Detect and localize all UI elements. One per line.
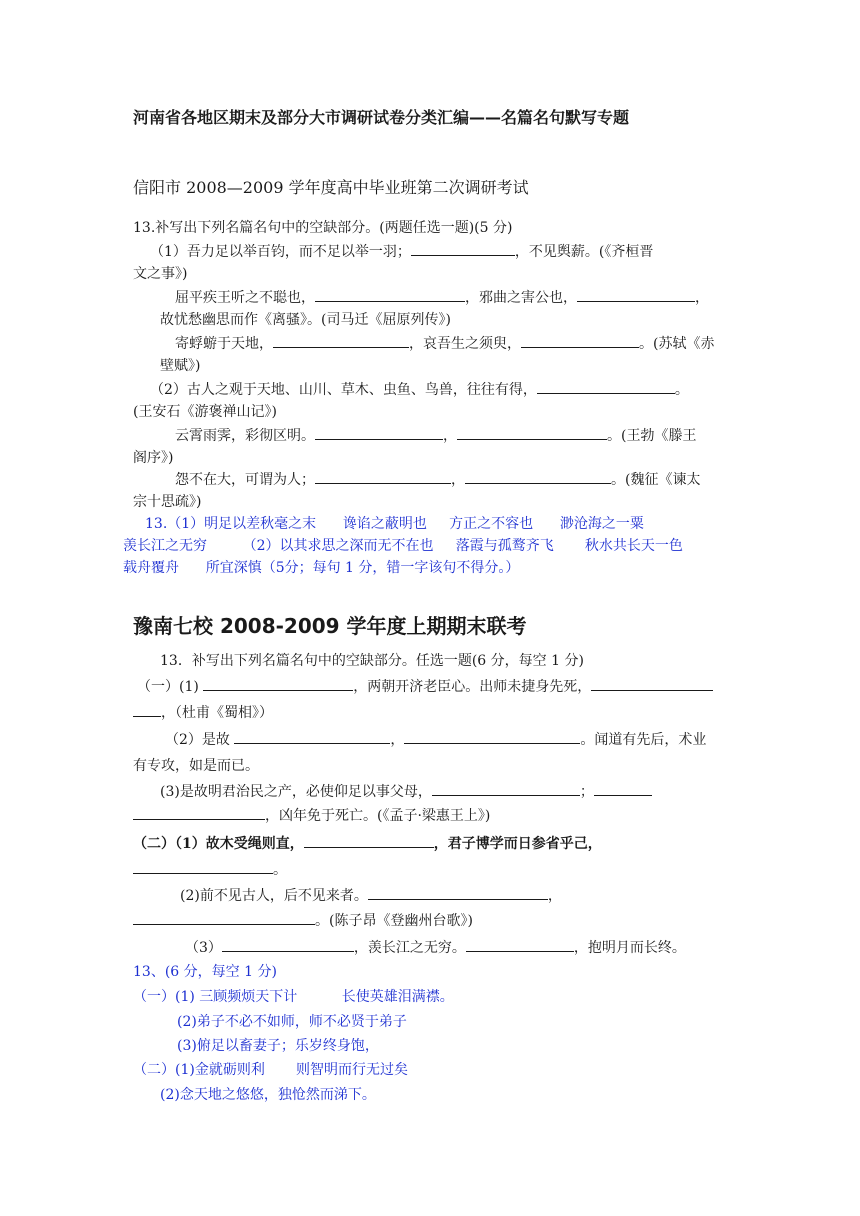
blank — [591, 677, 713, 691]
question-text: ， — [451, 472, 465, 488]
question-text: 。(苏轼《赤 — [639, 336, 715, 352]
blank — [537, 380, 675, 394]
question-text: (王安石《游褒禅山记》) — [133, 404, 277, 420]
blank — [133, 703, 161, 717]
question-line — [150, 242, 653, 262]
question-text: （3） — [185, 940, 222, 956]
blank — [133, 911, 315, 925]
question-line — [137, 677, 713, 697]
blank — [315, 288, 465, 302]
question-line — [133, 806, 490, 826]
question-text: （二）（1）故木受绳则直， — [133, 836, 304, 852]
blank — [315, 470, 451, 484]
blank — [457, 426, 607, 440]
question-13-stem: 13.补写出下列名篇名句中的空缺部分。(两题任选一题)(5 分) — [133, 220, 513, 236]
question-text: 阁序》) — [133, 450, 174, 466]
question-text: ，两朝开济老臣心。出师未捷身先死， — [353, 679, 592, 695]
question-text: ， — [695, 290, 709, 306]
question-line — [175, 470, 700, 490]
question-text: (3)是故明君治民之产，必使仰足以事父母， — [160, 784, 432, 800]
blank — [577, 288, 695, 302]
question-text: ； — [579, 784, 594, 800]
question-text: ，羡长江之无穷。 — [353, 940, 466, 956]
question-text: ，抱明月而长终。 — [573, 940, 686, 956]
blank — [133, 806, 265, 820]
question-text: ，哀吾生之须臾， — [409, 336, 521, 352]
blank — [521, 334, 639, 348]
question-line — [133, 860, 287, 880]
question-line — [180, 886, 562, 906]
blank — [273, 334, 409, 348]
answer-text: （二）(1)金就砺则利 则智明而行无过矣 — [133, 1062, 408, 1078]
question-text: ，（杜甫《蜀相》） — [161, 705, 273, 721]
blank — [466, 938, 574, 952]
question-text: （一）(1) — [137, 679, 199, 695]
blank — [203, 677, 353, 691]
question-line — [133, 834, 602, 854]
question-text: 宗十思疏》) — [133, 494, 202, 510]
blank — [222, 938, 354, 952]
question-text: （2）古人之观于天地、山川、草木、虫鱼、鸟兽，往往有得， — [150, 382, 537, 398]
answer-text: 13.（1）明足以差秋毫之末 谗谄之蔽明也 方正之不容也 渺沧海之一粟 — [145, 516, 644, 532]
question-text: ，凶年免于死亡。(《孟子·梁惠王上》) — [265, 808, 491, 824]
question-text: (2)前不见古人，后不见来者。 — [180, 888, 368, 904]
question-text: ，邪曲之害公也， — [465, 290, 577, 306]
question-text: 云霄雨霁，彩彻区明。 — [175, 428, 315, 444]
question-text: 。(魏征《谏太 — [611, 472, 701, 488]
question-line — [133, 911, 473, 931]
question-line — [133, 703, 273, 723]
question-text: ， — [390, 732, 405, 748]
question-text: 。(王勃《滕王 — [607, 428, 697, 444]
blank — [315, 426, 443, 440]
question-text: 文之事》) — [133, 266, 188, 282]
question-text: 。闻道有先后，术业 — [580, 732, 707, 748]
question-text: 怨不在大，可谓为人； — [175, 472, 315, 488]
blank — [594, 782, 652, 796]
blank — [465, 470, 611, 484]
question-text: 。 — [273, 862, 287, 878]
question-text: （2）是故 — [165, 732, 230, 748]
question-text: 屈平疾王听之不聪也， — [175, 290, 315, 306]
document-title: 河南省各地区期末及部分大市调研试卷分类汇编——名篇名句默写专题 — [133, 108, 630, 127]
question-line — [160, 782, 652, 802]
answer-text: （一）(1) 三顾频烦天下计 长使英雄泪满襟。 — [133, 989, 454, 1005]
question-text: ， — [443, 428, 457, 444]
section2-heading: 豫南七校 2008-2009 学年度上期期末联考 — [133, 614, 527, 638]
question-text: ，君子博学而日参省乎己， — [433, 836, 602, 852]
question-line — [165, 730, 706, 750]
blank — [304, 834, 434, 848]
question-text: 壁赋》) — [160, 358, 201, 374]
blank — [404, 730, 580, 744]
question-line — [175, 334, 714, 354]
answer-text: 羡长江之无穷 （2）以其求思之深而无不在也 落霞与孤鹜齐飞 秋水共长天一色 — [123, 538, 683, 554]
blank — [411, 242, 515, 256]
answer-text: 载舟覆舟 所宜深慎（5分；每句 1 分，错一字该句不得分。） — [123, 560, 520, 576]
question-text: 。(陈子昂《登幽州台歌》) — [315, 913, 473, 929]
blank — [432, 782, 580, 796]
question-13-stem: 13．补写出下列名篇名句中的空缺部分。任选一题(6 分，每空 1 分) — [160, 653, 584, 669]
question-line — [175, 288, 709, 308]
blank — [368, 886, 548, 900]
question-line — [150, 380, 689, 400]
question-text: 故忧愁幽思而作《离骚》。(司马迁《屈原列传》) — [160, 312, 451, 328]
question-line — [175, 426, 696, 446]
question-line — [185, 938, 686, 958]
blank — [133, 860, 273, 874]
section1-heading: 信阳市 2008—2009 学年度高中毕业班第二次调研考试 — [133, 178, 529, 197]
question-text: ， — [547, 888, 562, 904]
question-text: 。 — [674, 382, 689, 398]
answer-text: (2)弟子不必不如师，师不必贤于弟子 — [177, 1014, 407, 1030]
blank — [234, 730, 390, 744]
answer-text: 13、(6 分，每空 1 分) — [133, 964, 277, 980]
question-text: 有专攻，如是而已。 — [133, 758, 259, 774]
answer-text: (3)俯足以畜妻子；乐岁终身饱， — [177, 1038, 379, 1054]
question-text: ，不见舆薪。(《齐桓晋 — [514, 244, 654, 260]
question-text: 寄蜉蝣于天地， — [175, 336, 273, 352]
answer-text: (2)念天地之悠悠，独怆然而涕下。 — [160, 1087, 376, 1103]
question-text: （1）吾力足以举百钧，而不足以举一羽； — [150, 244, 411, 260]
